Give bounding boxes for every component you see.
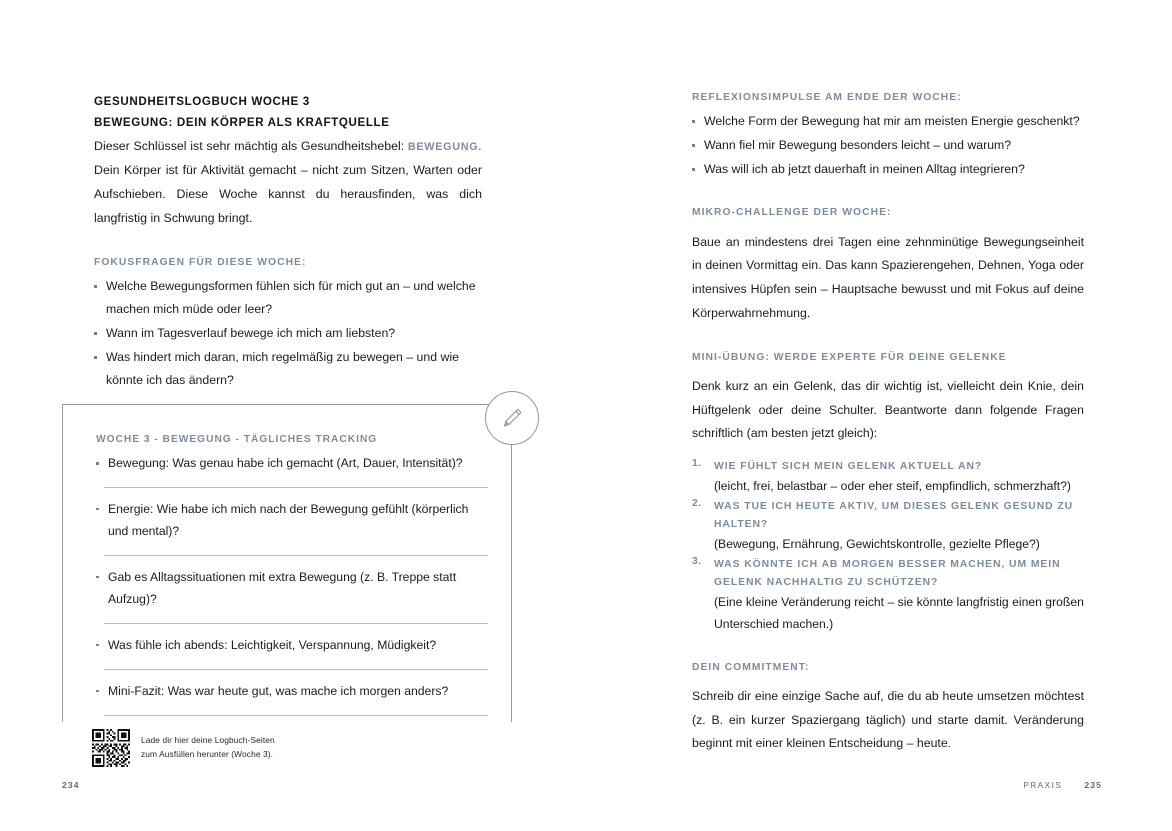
list-item: Wann im Tagesverlauf bewege ich mich am liebsten? [94, 322, 482, 345]
writing-rule [104, 555, 488, 556]
pencil-icon [485, 391, 539, 445]
logbook-title-line2: BEWEGUNG: DEIN KÖRPER ALS KRAFTQUELLE [94, 115, 390, 129]
focus-questions-heading: FOKUSFRAGEN FÜR DIESE WOCHE: [94, 257, 307, 268]
list-item: Bewegung: Was genau habe ich gemacht (Art, Dauer, Intensität)? [96, 453, 488, 475]
list-item: Was fühle ich abends: Leichtigkeit, Verspannung, Müdigkeit? [96, 635, 488, 657]
writing-rule [104, 715, 488, 716]
micro-challenge-text: Baue an mindestens drei Tagen eine zehnminütige Bewegungseinheit in deinen Vormittag ein. Das kann Spazierengehen, Dehnen, Yoga oder intensives Hüpfen sein – Hauptsache bewusst und mit Fokus auf deine Körperwahrnehmung. [692, 234, 1084, 320]
writing-rule [104, 669, 488, 670]
numbered-item [692, 458, 1084, 498]
qr-caption [141, 734, 275, 761]
list-item: Wann fiel mir Bewegung besonders leicht – und warum? [692, 134, 1084, 157]
page-number-right: 235 [1084, 780, 1102, 790]
right-content-column [692, 92, 1084, 768]
qr-download-block[interactable] [92, 729, 275, 767]
tracking-content [96, 434, 488, 727]
list-item: Was hindert mich daran, mich regelmäßig zu bewegen – und wie könnte ich das ändern? [94, 346, 482, 392]
intro-text-before: Dieser Schlüssel ist sehr mächtig als Gesundheitshebel: [94, 139, 408, 154]
tracking-box-right-rule [511, 404, 512, 722]
reflection-list [692, 110, 1084, 181]
qr-caption-line2: zum Ausfüllen herunter (Woche 3). [141, 749, 274, 759]
question-hint: (Eine kleine Veränderung reicht – sie könnte langfristig einen großen Unterschied machen.) [714, 594, 1084, 631]
tracking-heading: WOCHE 3 - BEWEGUNG - TÄGLICHES TRACKING [96, 434, 378, 445]
list-item: Mini-Fazit: Was war heute gut, was mache ich morgen anders? [96, 681, 488, 703]
page-footer-right [1023, 780, 1102, 790]
commitment-heading: DEIN COMMITMENT: [692, 661, 810, 673]
list-item: Energie: Wie habe ich mich nach der Bewegung gefühlt (körperlich und mental)? [96, 499, 488, 543]
list-item: Gab es Alltagssituationen mit extra Bewegung (z. B. Treppe statt Aufzug)? [96, 567, 488, 611]
footer-section-label: PRAXIS [1023, 781, 1063, 790]
qr-code-icon[interactable] [92, 729, 130, 767]
commitment-text: Schreib dir eine einzige Sache auf, die du ab heute umsetzen möchtest (z. B. ein kurzer Spaziergang täglich) und starte damit. Veränderung beginnt mit einer kleinen Entscheidung – heute. [692, 688, 1084, 751]
right-page [586, 0, 1172, 831]
micro-challenge-heading: MIKRO-CHALLENGE DER WOCHE: [692, 207, 892, 219]
focus-questions-list [94, 275, 482, 393]
left-content-column [94, 92, 482, 394]
reflection-heading: REFLEXIONSIMPULSE AM ENDE DER WOCHE: [692, 92, 962, 103]
numbered-item [692, 498, 1084, 556]
list-item: Welche Bewegungsformen fühlen sich für mich gut an – und welche machen mich müde oder leer? [94, 275, 482, 321]
writing-rule [104, 487, 488, 488]
question-text: WIE FÜHLT SICH MEIN GELENK AKTUELL AN? [714, 461, 983, 473]
page-number-left: 234 [62, 780, 80, 790]
intro-accent-word: BEWEGUNG. [407, 141, 482, 154]
qr-caption-line1: Lade dir hier deine Logbuch-Seiten [141, 735, 275, 746]
list-item: Welche Form der Bewegung hat mir am meisten Energie geschenkt? [692, 110, 1084, 133]
question-text: WAS KÖNNTE ICH AB MORGEN BESSER MACHEN, UM MEIN GELENK NACHHALTIG ZU SCHÜTZEN? [714, 558, 1061, 588]
writing-rule [104, 623, 488, 624]
logbook-title-line1: GESUNDHEITSLOGBUCH WOCHE 3 [94, 95, 310, 108]
question-text: WAS TUE ICH HEUTE AKTIV, UM DIESES GELENK GESUND ZU HALTEN? [714, 501, 1074, 530]
mini-exercise-heading: MINI-ÜBUNG: WERDE EXPERTE FÜR DEINE GELENKE [692, 351, 1007, 363]
intro-paragraph [94, 135, 482, 231]
question-hint: (Bewegung, Ernährung, Gewichtskontrolle, gezielte Pflege?) [714, 536, 1040, 551]
mini-exercise-intro: Denk kurz an ein Gelenk, das dir wichtig ist, vielleicht dein Knie, dein Hüftgelenk oder deine Schulter. Beantworte dann folgende Fragen schriftlich (am besten jetzt gleich): [692, 378, 1084, 441]
numbered-item [692, 556, 1084, 636]
list-item: Was will ich ab jetzt dauerhaft in meinen Alltag integrieren? [692, 158, 1084, 181]
mini-exercise-questions [692, 458, 1084, 635]
question-hint: (leicht, frei, belastbar – oder eher steif, empfindlich, schmerzhaft?) [714, 479, 1071, 494]
intro-text-rest: Dein Körper ist für Aktivität gemacht – nicht zum Sitzen, Warten oder Aufschieben. Diese Woche kannst du herausfinden, was dich langfristig in Schwung bringt. [94, 163, 482, 226]
